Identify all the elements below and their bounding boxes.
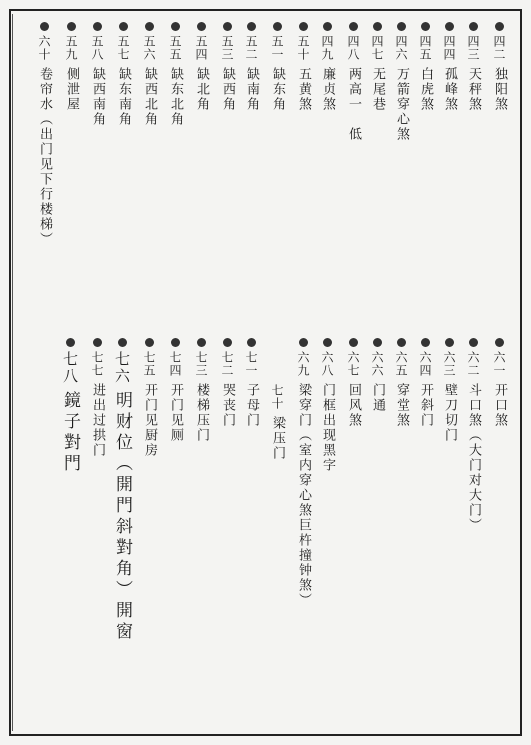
item-number: 五十 bbox=[296, 35, 310, 61]
bullet-dot-icon bbox=[145, 338, 154, 347]
item-name: 明财位（開門斜對角）開窗 bbox=[112, 391, 132, 643]
item-name: 子母门 bbox=[244, 383, 259, 428]
item-number: 五二 bbox=[244, 35, 258, 61]
item-number: 四四 bbox=[442, 35, 456, 61]
item-number: 七六 bbox=[113, 351, 131, 385]
item-number: 七一 bbox=[244, 351, 258, 377]
list-item bbox=[140, 22, 159, 127]
item-name: 开斜门 bbox=[418, 383, 433, 428]
item-number: 六四 bbox=[418, 351, 432, 377]
item-number: 四八 bbox=[346, 35, 360, 61]
list-item bbox=[416, 22, 435, 112]
item-number: 五一 bbox=[270, 35, 284, 61]
item-number: 六一 bbox=[492, 351, 506, 377]
item-name: 两高一 低 bbox=[346, 67, 361, 142]
list-item bbox=[58, 338, 83, 475]
list-item bbox=[490, 22, 509, 112]
bullet-dot-icon bbox=[119, 22, 128, 31]
bullet-dot-icon bbox=[469, 338, 478, 347]
bullet-dot-icon bbox=[171, 22, 180, 31]
item-number: 七三 bbox=[194, 351, 208, 377]
list-item bbox=[166, 338, 185, 443]
item-number: 五四 bbox=[194, 35, 208, 61]
item-name: 缺东角 bbox=[270, 67, 285, 112]
bullet-dot-icon bbox=[66, 338, 75, 347]
item-name: 楼梯压门 bbox=[194, 383, 209, 443]
list-item bbox=[88, 338, 107, 458]
list-item bbox=[368, 338, 387, 413]
list-item bbox=[344, 338, 363, 428]
item-number: 七二 bbox=[220, 351, 234, 377]
item-name: 斗口煞（大门对大门） bbox=[466, 383, 481, 533]
item-number: 四五 bbox=[418, 35, 432, 61]
item-name: 开门见厕 bbox=[168, 383, 183, 443]
item-number: 七八 bbox=[61, 351, 79, 385]
list-item bbox=[294, 22, 313, 112]
item-number: 五六 bbox=[142, 35, 156, 61]
bullet-dot-icon bbox=[197, 22, 206, 31]
list-item bbox=[114, 22, 133, 127]
bullet-dot-icon bbox=[495, 22, 504, 31]
list-item bbox=[440, 338, 459, 443]
item-name: 梁穿门（室内穿心煞巨杵撞钟煞） bbox=[296, 383, 311, 608]
item-number: 五五 bbox=[168, 35, 182, 61]
bullet-dot-icon bbox=[349, 22, 358, 31]
list-item bbox=[318, 22, 337, 112]
item-number: 五三 bbox=[220, 35, 234, 61]
list-item bbox=[218, 338, 237, 428]
list-item bbox=[35, 22, 54, 247]
list-item bbox=[62, 22, 81, 112]
item-name: 缺北角 bbox=[194, 67, 209, 112]
bullet-dot-icon bbox=[67, 22, 76, 31]
item-name: 壁刀切门 bbox=[442, 383, 457, 443]
bullet-dot-icon bbox=[40, 22, 49, 31]
item-name: 穿堂煞 bbox=[394, 383, 409, 428]
list-item bbox=[110, 338, 135, 643]
bullet-dot-icon bbox=[397, 338, 406, 347]
list-item bbox=[140, 338, 159, 458]
item-name: 侧泄屋 bbox=[64, 67, 79, 112]
item-name: 白虎煞 bbox=[418, 67, 433, 112]
item-name: 天秤煞 bbox=[466, 67, 481, 112]
margin-rule bbox=[12, 14, 13, 731]
bullet-dot-icon bbox=[299, 22, 308, 31]
bullet-dot-icon bbox=[421, 338, 430, 347]
list-item bbox=[392, 338, 411, 428]
bullet-dot-icon bbox=[469, 22, 478, 31]
list-item bbox=[88, 22, 107, 127]
bullet-dot-icon bbox=[273, 22, 282, 31]
item-name: 缺东南角 bbox=[116, 67, 131, 127]
item-name: 门通 bbox=[370, 383, 385, 413]
item-number: 七七 bbox=[90, 351, 104, 377]
item-name: 开门见厨房 bbox=[142, 383, 157, 458]
bullet-dot-icon bbox=[223, 338, 232, 347]
list-item bbox=[242, 338, 261, 428]
item-number: 六七 bbox=[346, 351, 360, 377]
item-number: 五九 bbox=[64, 35, 78, 61]
item-number: 六九 bbox=[296, 351, 310, 377]
list-item bbox=[344, 22, 363, 142]
list-item bbox=[242, 22, 261, 112]
list-item bbox=[192, 338, 211, 443]
bullet-dot-icon bbox=[373, 22, 382, 31]
item-number: 六三 bbox=[442, 351, 456, 377]
bullet-dot-icon bbox=[145, 22, 154, 31]
list-item bbox=[392, 22, 411, 142]
item-name: 缺南角 bbox=[244, 67, 259, 112]
item-number: 六六 bbox=[370, 351, 384, 377]
item-number: 四三 bbox=[466, 35, 480, 61]
item-name: 万箭穿心煞 bbox=[394, 67, 409, 142]
bullet-dot-icon bbox=[223, 22, 232, 31]
bullet-dot-icon bbox=[93, 338, 102, 347]
item-number: 五八 bbox=[90, 35, 104, 61]
bullet-dot-icon bbox=[247, 22, 256, 31]
item-name: 缺西北角 bbox=[142, 67, 157, 127]
bullet-dot-icon bbox=[349, 338, 358, 347]
bullet-dot-icon bbox=[197, 338, 206, 347]
item-number: 四六 bbox=[394, 35, 408, 61]
list-item bbox=[318, 338, 337, 473]
bullet-dot-icon bbox=[445, 22, 454, 31]
item-name: 开口煞 bbox=[492, 383, 507, 428]
list-item bbox=[464, 338, 483, 533]
bullet-dot-icon bbox=[299, 338, 308, 347]
bullet-dot-icon bbox=[421, 22, 430, 31]
list-item bbox=[192, 22, 211, 112]
list-item bbox=[440, 22, 459, 112]
item-number: 四二 bbox=[492, 35, 506, 61]
item-number: 六二 bbox=[466, 351, 480, 377]
bullet-dot-icon bbox=[323, 338, 332, 347]
bullet-dot-icon bbox=[171, 338, 180, 347]
bullet-dot-icon bbox=[323, 22, 332, 31]
bullet-dot-icon bbox=[373, 338, 382, 347]
item-name: 鏡子對門 bbox=[60, 391, 80, 475]
item-name: 五黄煞 bbox=[296, 67, 311, 112]
item-number: 六八 bbox=[320, 351, 334, 377]
list-item bbox=[464, 22, 483, 112]
list-item bbox=[416, 338, 435, 428]
list-item bbox=[166, 22, 185, 127]
item-number: 七五 bbox=[142, 351, 156, 377]
item-name: 缺西南角 bbox=[90, 67, 105, 127]
bullet-dot-icon bbox=[445, 338, 454, 347]
list-item bbox=[268, 22, 287, 112]
item-number: 四九 bbox=[320, 35, 334, 61]
list-item bbox=[490, 338, 509, 428]
item-name: 梁压门 bbox=[270, 416, 285, 461]
bullet-dot-icon bbox=[495, 338, 504, 347]
item-name: 缺西角 bbox=[220, 67, 235, 112]
list-item bbox=[294, 338, 313, 608]
item-name: 廉贞煞 bbox=[320, 67, 335, 112]
item-name: 卷帘水（出门见下行楼梯） bbox=[37, 67, 52, 247]
bullet-dot-icon bbox=[93, 22, 102, 31]
item-name: 缺东北角 bbox=[168, 67, 183, 127]
bullet-dot-icon bbox=[118, 338, 127, 347]
item-number: 六五 bbox=[394, 351, 408, 377]
bullet-dot-icon bbox=[247, 338, 256, 347]
item-number: 五七 bbox=[116, 35, 130, 61]
item-number: 四七 bbox=[370, 35, 384, 61]
list-item bbox=[218, 22, 237, 112]
item-name: 门框出现黑字 bbox=[320, 383, 335, 473]
item-name: 哭丧门 bbox=[220, 383, 235, 428]
item-name: 回风煞 bbox=[346, 383, 361, 428]
item-name: 独阳煞 bbox=[492, 67, 507, 112]
item-name: 进出过拱门 bbox=[90, 383, 105, 458]
item-number: 七十 bbox=[270, 384, 284, 410]
list-item bbox=[268, 380, 287, 461]
item-name: 无尾巷 bbox=[370, 67, 385, 112]
item-name: 孤峰煞 bbox=[442, 67, 457, 112]
item-number: 六十 bbox=[37, 35, 51, 61]
list-item bbox=[368, 22, 387, 112]
item-number: 七四 bbox=[168, 351, 182, 377]
bullet-dot-icon bbox=[397, 22, 406, 31]
